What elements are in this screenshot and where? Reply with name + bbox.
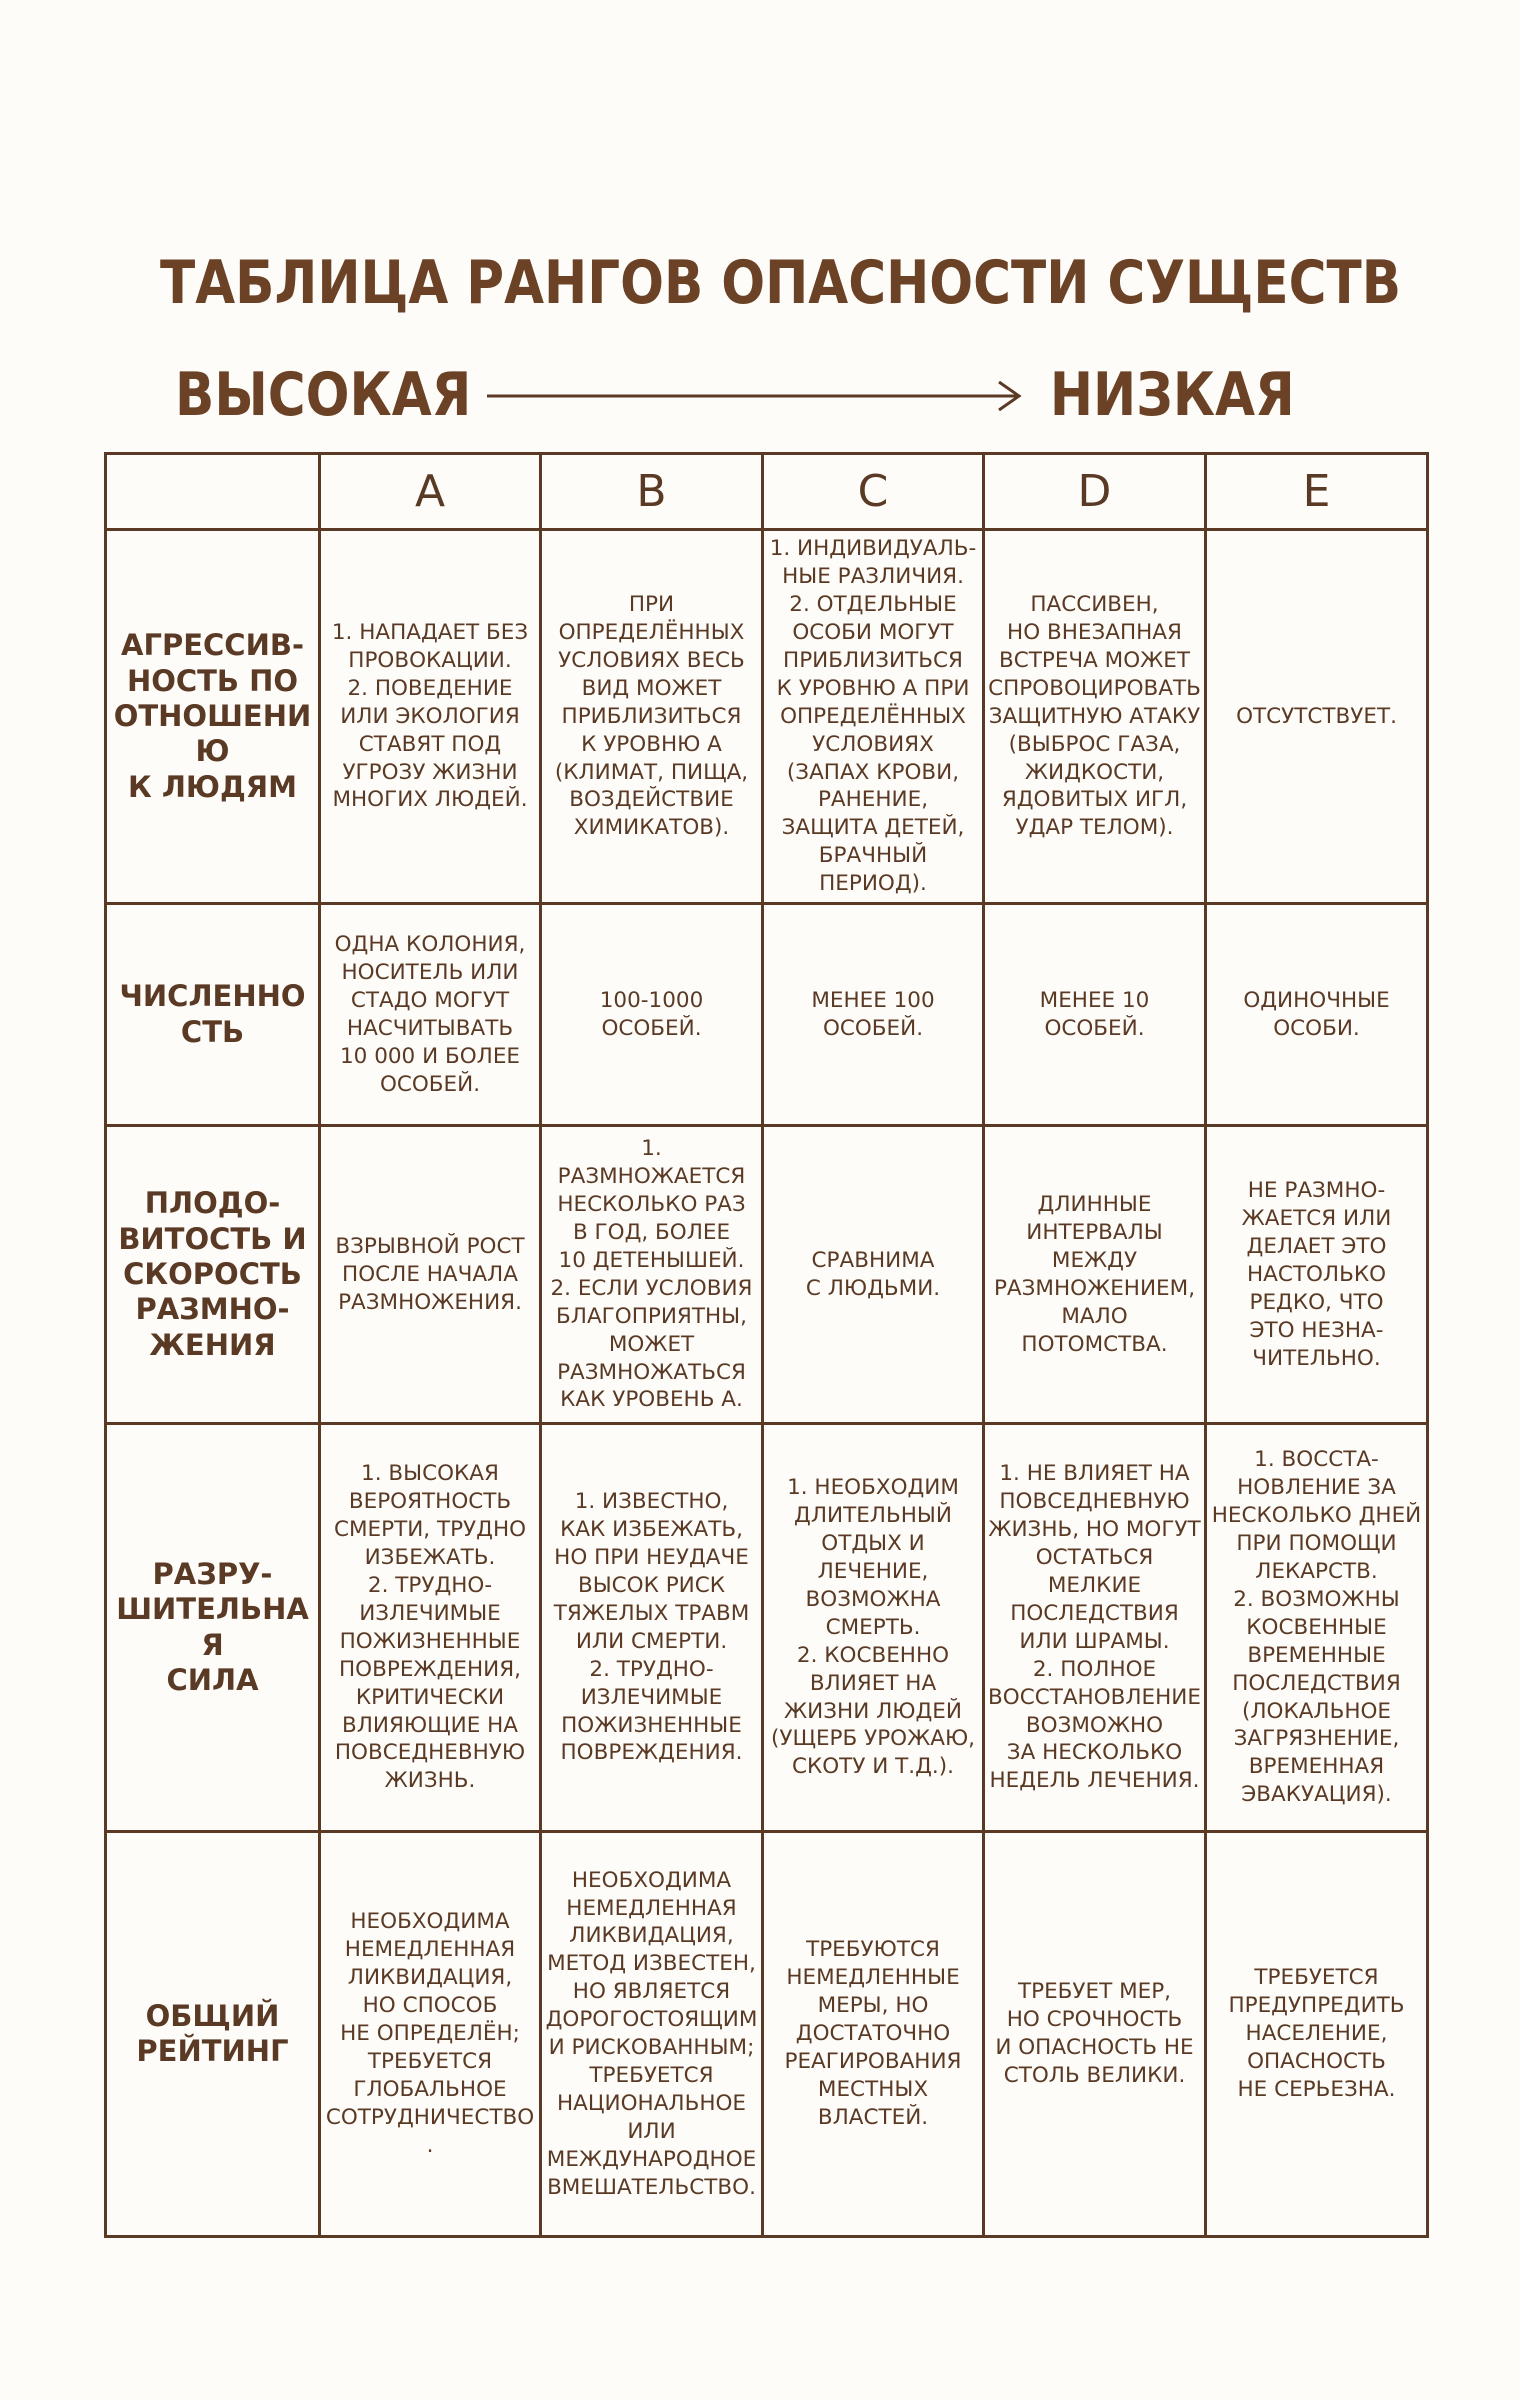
table-cell: ДЛИННЫЕ ИНТЕРВАЛЫ МЕЖДУ РАЗМНОЖЕНИЕМ, МАЛО ПОТОМСТВА. xyxy=(984,1126,1206,1424)
table-cell: 100-1000 ОСОБЕЙ. xyxy=(541,904,763,1126)
column-header-d: D xyxy=(984,454,1206,530)
table-cell: МЕНЕЕ 100 ОСОБЕЙ. xyxy=(763,904,984,1126)
row-label: РАЗРУ- ШИТЕЛЬНАЯ СИЛА xyxy=(106,1424,320,1832)
row-label: АГРЕССИВ- НОСТЬ ПО ОТНОШЕНИЮ К ЛЮДЯМ xyxy=(106,530,320,904)
table-cell: 1. НАПАДАЕТ БЕЗ ПРОВОКАЦИИ. 2. ПОВЕДЕНИЕ ИЛИ ЭКОЛОГИЯ СТАВЯТ ПОД УГРОЗУ ЖИЗНИ МНОГИХ ЛЮДЕЙ. xyxy=(320,530,541,904)
table-row-destructive-power xyxy=(106,1424,1428,1832)
table-cell: ПРИ ОПРЕДЕЛЁННЫХ УСЛОВИЯХ ВЕСЬ ВИД МОЖЕТ ПРИБЛИЗИТЬСЯ К УРОВНЮ А (КЛИМАТ, ПИЩА, ВОЗДЕЙСТВИЕ ХИМИКАТОВ). xyxy=(541,530,763,904)
table-cell: 1. ВОССТА- НОВЛЕНИЕ ЗА НЕСКОЛЬКО ДНЕЙ ПРИ ПОМОЩИ ЛЕКАРСТВ. 2. ВОЗМОЖНЫ КОСВЕННЫЕ ВРЕМЕННЫЕ ПОСЛЕДСТВИЯ (ЛОКАЛЬНОЕ ЗАГРЯЗНЕНИЕ, ВРЕМЕННАЯ ЭВАКУАЦИЯ). xyxy=(1206,1424,1428,1832)
table-cell: ОДНА КОЛОНИЯ, НОСИТЕЛЬ ИЛИ СТАДО МОГУТ НАСЧИТЫВАТЬ 10 000 И БОЛЕЕ ОСОБЕЙ. xyxy=(320,904,541,1126)
table-cell: ТРЕБУЕТ МЕР, НО СРОЧНОСТЬ И ОПАСНОСТЬ НЕ СТОЛЬ ВЕЛИКИ. xyxy=(984,1832,1206,2237)
scale-low-label: НИЗКАЯ xyxy=(1050,360,1295,430)
table-row-fertility xyxy=(106,1126,1428,1424)
column-header-a: A xyxy=(320,454,541,530)
table-row-aggression xyxy=(106,530,1428,904)
table-cell: НЕОБХОДИМА НЕМЕДЛЕННАЯ ЛИКВИДАЦИЯ, МЕТОД ИЗВЕСТЕН, НО ЯВЛЯЕТСЯ ДОРОГОСТОЯЩИМ И РИСКОВАННЫМ; ТРЕБУЕТСЯ НАЦИОНАЛЬНОЕ ИЛИ МЕЖДУНАРОДНОЕ ВМЕШАТЕЛЬСТВО. xyxy=(541,1832,763,2237)
table-cell: СРАВНИМА С ЛЮДЬМИ. xyxy=(763,1126,984,1424)
table-cell: ОДИНОЧНЫЕ ОСОБИ. xyxy=(1206,904,1428,1126)
row-label: ПЛОДО- ВИТОСТЬ И СКОРОСТЬ РАЗМНО- ЖЕНИЯ xyxy=(106,1126,320,1424)
table-row-overall-rating xyxy=(106,1832,1428,2237)
table-cell: НЕОБХОДИМА НЕМЕДЛЕННАЯ ЛИКВИДАЦИЯ, НО СПОСОБ НЕ ОПРЕДЕЛЁН; ТРЕБУЕТСЯ ГЛОБАЛЬНОЕ СОТРУДНИЧЕСТВО. xyxy=(320,1832,541,2237)
table-cell: 1. НЕОБХОДИМ ДЛИТЕЛЬНЫЙ ОТДЫХ И ЛЕЧЕНИЕ, ВОЗМОЖНА СМЕРТЬ. 2. КОСВЕННО ВЛИЯЕТ НА ЖИЗНИ ЛЮДЕЙ (УЩЕРБ УРОЖАЮ, СКОТУ И Т.Д.). xyxy=(763,1424,984,1832)
table-cell: 1. РАЗМНОЖАЕТСЯ НЕСКОЛЬКО РАЗ В ГОД, БОЛЕЕ 10 ДЕТЕНЫШЕЙ. 2. ЕСЛИ УСЛОВИЯ БЛАГОПРИЯТНЫ, МОЖЕТ РАЗМНОЖАТЬСЯ КАК УРОВЕНЬ А. xyxy=(541,1126,763,1424)
table-cell: 1. ВЫСОКАЯ ВЕРОЯТНОСТЬ СМЕРТИ, ТРУДНО ИЗБЕЖАТЬ. 2. ТРУДНО- ИЗЛЕЧИМЫЕ ПОЖИЗНЕННЫЕ ПОВРЕЖДЕНИЯ, КРИТИЧЕСКИ ВЛИЯЮЩИЕ НА ПОВСЕДНЕВНУЮ ЖИЗНЬ. xyxy=(320,1424,541,1832)
table-cell: ТРЕБУЮТСЯ НЕМЕДЛЕННЫЕ МЕРЫ, НО ДОСТАТОЧНО РЕАГИРОВАНИЯ МЕСТНЫХ ВЛАСТЕЙ. xyxy=(763,1832,984,2237)
header-row xyxy=(106,454,1428,530)
row-label: ЧИСЛЕННОСТЬ xyxy=(106,904,320,1126)
table-cell: ВЗРЫВНОЙ РОСТ ПОСЛЕ НАЧАЛА РАЗМНОЖЕНИЯ. xyxy=(320,1126,541,1424)
table-cell: ТРЕБУЕТСЯ ПРЕДУПРЕДИТЬ НАСЕЛЕНИЕ, ОПАСНОСТЬ НЕ СЕРЬЕЗНА. xyxy=(1206,1832,1428,2237)
column-header-c: C xyxy=(763,454,984,530)
scale-high-label: ВЫСОКАЯ xyxy=(175,360,472,430)
table-cell: 1. ИНДИВИДУАЛЬ- НЫЕ РАЗЛИЧИЯ. 2. ОТДЕЛЬНЫЕ ОСОБИ МОГУТ ПРИБЛИЗИТЬСЯ К УРОВНЮ А ПРИ ОПРЕДЕЛЁННЫХ УСЛОВИЯХ (ЗАПАХ КРОВИ, РАНЕНИЕ, ЗАЩИТА ДЕТЕЙ, БРАЧНЫЙ ПЕРИОД). xyxy=(763,530,984,904)
corner-cell xyxy=(106,454,320,530)
column-header-b: B xyxy=(541,454,763,530)
danger-scale xyxy=(175,360,1295,430)
column-header-e: E xyxy=(1206,454,1428,530)
table-row-population xyxy=(106,904,1428,1126)
table-cell: 1. ИЗВЕСТНО, КАК ИЗБЕЖАТЬ, НО ПРИ НЕУДАЧЕ ВЫСОК РИСК ТЯЖЕЛЫХ ТРАВМ ИЛИ СМЕРТИ. 2. ТРУДНО- ИЗЛЕЧИМЫЕ ПОЖИЗНЕННЫЕ ПОВРЕЖДЕНИЯ. xyxy=(541,1424,763,1832)
table-cell: 1. НЕ ВЛИЯЕТ НА ПОВСЕДНЕВНУЮ ЖИЗНЬ, НО МОГУТ ОСТАТЬСЯ МЕЛКИЕ ПОСЛЕДСТВИЯ ИЛИ ШРАМЫ. 2. ПОЛНОЕ ВОССТАНОВЛЕНИЕ ВОЗМОЖНО ЗА НЕСКОЛЬКО НЕДЕЛЬ ЛЕЧЕНИЯ. xyxy=(984,1424,1206,1832)
table-cell: МЕНЕЕ 10 ОСОБЕЙ. xyxy=(984,904,1206,1126)
row-label: ОБЩИЙ РЕЙТИНГ xyxy=(106,1832,320,2237)
danger-rank-table xyxy=(104,452,1429,2238)
table-cell: ОТСУТСТВУЕТ. xyxy=(1206,530,1428,904)
table-cell: НЕ РАЗМНО- ЖАЕТСЯ ИЛИ ДЕЛАЕТ ЭТО НАСТОЛЬКО РЕДКО, ЧТО ЭТО НЕЗНА- ЧИТЕЛЬНО. xyxy=(1206,1126,1428,1424)
arrow-right-icon xyxy=(487,374,1027,418)
table-cell: ПАССИВЕН, НО ВНЕЗАПНАЯ ВСТРЕЧА МОЖЕТ СПРОВОЦИРОВАТЬ ЗАЩИТНУЮ АТАКУ (ВЫБРОС ГАЗА, ЖИДКОСТИ, ЯДОВИТЫХ ИГЛ, УДАР ТЕЛОМ). xyxy=(984,530,1206,904)
page-title: ТАБЛИЦА РАНГОВ ОПАСНОСТИ СУЩЕСТВ xyxy=(160,248,1402,318)
